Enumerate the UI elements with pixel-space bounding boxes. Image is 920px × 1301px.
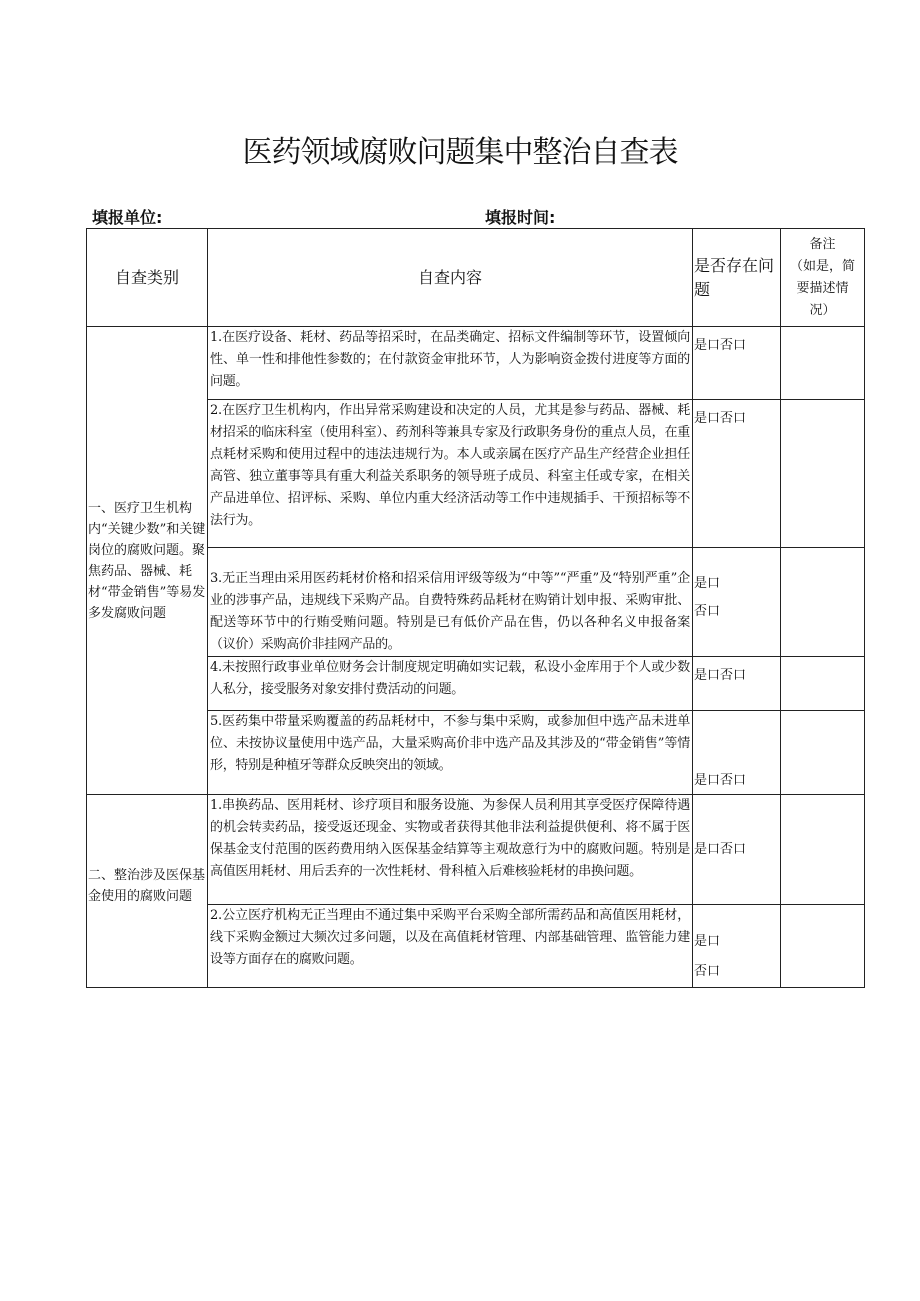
content-cell: 1.在医疗设备、耗材、药品等招采时，在品类确定、招标文件编制等环节，设置倾向性、单一性和排他性参数的；在付款资金审批环节，人为影响资金拨付进度等方面的问题。 (208, 327, 693, 400)
header-category: 自查类别 (87, 229, 208, 327)
exists-checkbox-cell[interactable] (693, 548, 781, 657)
category-cell: 二、整治涉及医保基金使用的腐败问题 (87, 795, 208, 988)
content-cell: 5.医药集中带量采购覆盖的药品耗材中，不参与集中采购，或参加但中选产品未进单位、未按协议量使用中选产品，大量采购高价非中选产品及其涉及的“带金销售”等情形，特别是种植牙等群众反映突出的领域。 (208, 711, 693, 795)
note-cell[interactable] (781, 795, 865, 905)
category-cell: 一、医疗卫生机构内“关键少数”和关键岗位的腐败问题。聚焦药品、器械、耗材“带金销售”等易发多发腐败问题 (87, 327, 208, 795)
note-cell[interactable] (781, 657, 865, 711)
time-label: 填报时间: (485, 208, 556, 227)
note-cell[interactable] (781, 327, 865, 400)
table-row (87, 327, 865, 400)
exists-checkbox-cell[interactable]: 是口否口 (693, 795, 781, 905)
content-cell: 3.无正当理由采用医药耗材价格和招采信用评级等级为“中等”“严重”及“特别严重”企业的涉事产品，违规线下采购产品。自费特殊药品耗材在购销计划申报、采购审批、配送等环节中的行贿受贿问题。特别是已有低价产品在售，仍以各种名义申报备案（议价）采购高价非挂网产品的。 (208, 548, 693, 657)
content-cell: 4.未按照行政事业单位财务会计制度规定明确如实记载，私设小金库用于个人或少数人私分，接受服务对象安排付费活动的问题。 (208, 657, 693, 711)
note-cell[interactable] (781, 548, 865, 657)
header-exists: 是否存在问题 (693, 229, 781, 327)
exists-no-option[interactable]: 否口 (694, 604, 721, 619)
table-row (87, 795, 865, 905)
exists-checkbox-cell[interactable] (693, 905, 781, 988)
self-check-table (86, 228, 865, 988)
content-cell: 2.公立医疗机构无正当理由不通过集中采购平台采购全部所需药品和高值医用耗材，线下采购金额过大频次过多问题，以及在高值耗材管理、内部基础管理、监管能力建设等方面存在的腐败问题。 (208, 905, 693, 988)
header-note-line: 要描述情 (796, 280, 849, 296)
note-cell[interactable] (781, 905, 865, 988)
table-header-row (87, 229, 865, 327)
exists-yes-option[interactable]: 是口 (694, 576, 721, 591)
header-note-line: （如是，简 (789, 258, 855, 274)
content-cell: 1.串换药品、医用耗材、诊疗项目和服务设施、为参保人员利用其享受医疗保障待遇的机会转卖药品，接受返还现金、实物或者获得其他非法利益提供便利、将不属于医保基金支付范围的医药费用纳入医保基金结算等主观故意行为中的腐败问题。特别是高值医用耗材、用后丢弃的一次性耗材、骨科植入后难核验耗材的串换问题。 (208, 795, 693, 905)
exists-no-option[interactable]: 否口 (694, 964, 721, 979)
unit-label: 填报单位: (92, 208, 163, 227)
exists-yes-option[interactable]: 是口 (694, 934, 721, 949)
note-cell[interactable] (781, 711, 865, 795)
header-note (781, 229, 865, 327)
document-title: 医药领域腐败问题集中整治自查表 (242, 135, 678, 170)
header-note-line: 备注 (809, 236, 836, 252)
exists-checkbox-cell[interactable]: 是口否口 (693, 400, 781, 548)
header-content: 自查内容 (208, 229, 693, 327)
exists-checkbox-cell[interactable]: 是口否口 (693, 657, 781, 711)
note-cell[interactable] (781, 400, 865, 548)
header-note-line: 况） (809, 302, 836, 318)
content-cell: 2.在医疗卫生机构内，作出异常采购建设和决定的人员，尤其是参与药品、器械、耗材招采的临床科室（使用科室）、药剂科等兼具专家及行政职务身份的重点人员，在重点耗材采购和使用过程中的违法违规行为。本人或亲属在医疗产品生产经营企业担任高管、独立董事等具有重大利益关系职务的领导班子成员、科室主任或专家，在相关产品进单位、招评标、采购、单位内重大经济活动等工作中违规插手、干预招标等不法行为。 (208, 400, 693, 548)
exists-checkbox-cell[interactable]: 是口否口 (693, 327, 781, 400)
exists-checkbox-cell[interactable]: 是口否口 (693, 711, 781, 795)
